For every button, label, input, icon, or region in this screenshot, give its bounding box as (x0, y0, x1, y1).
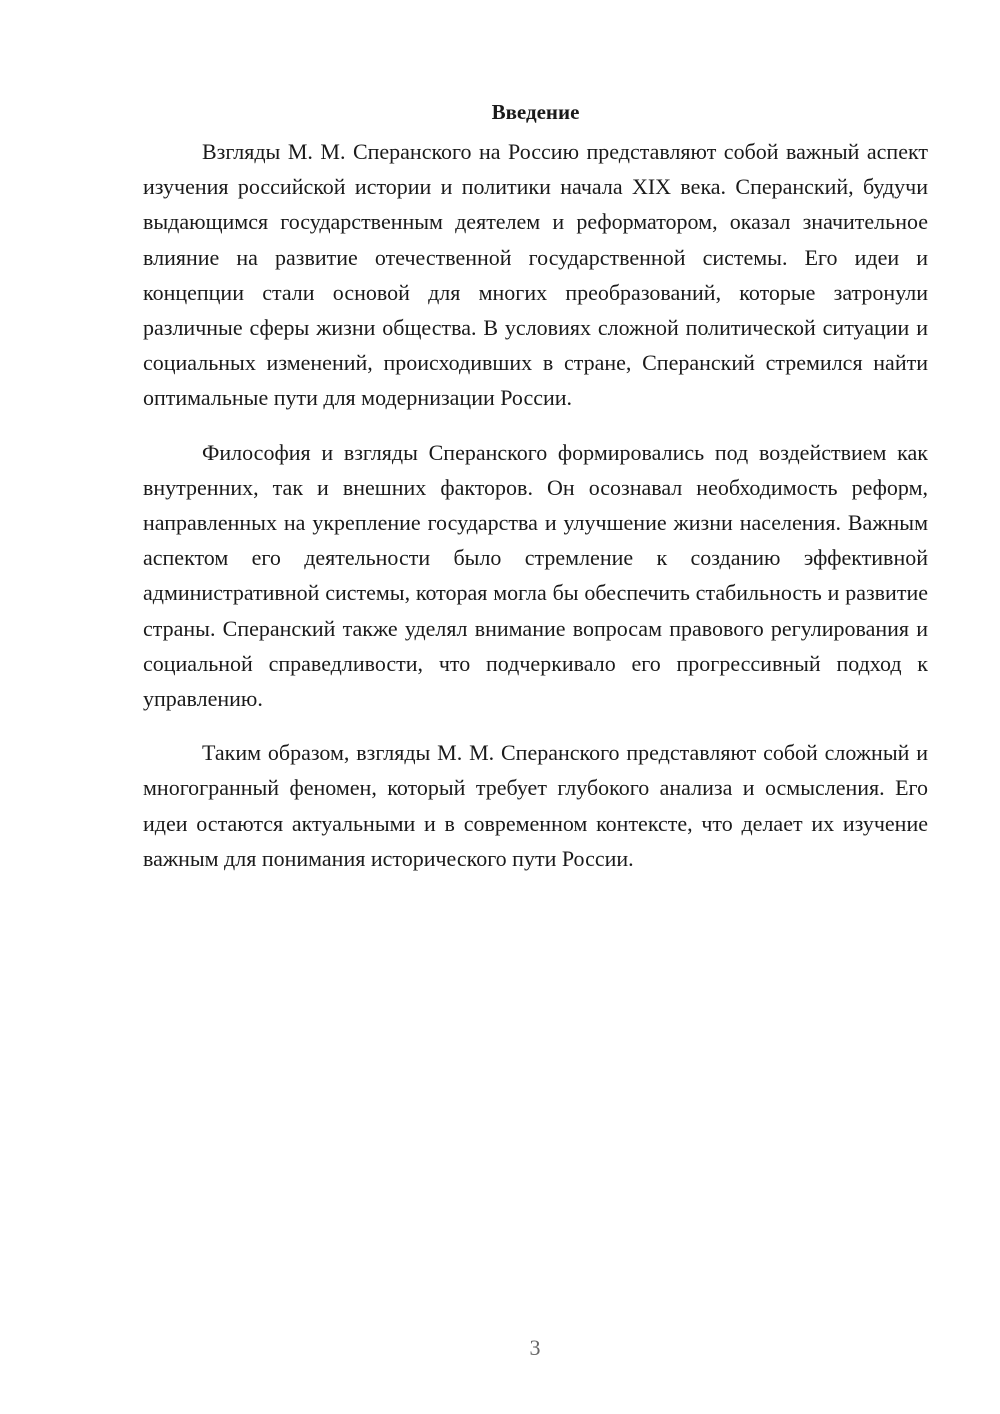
paragraph-1: Взгляды М. М. Сперанского на Россию представляют собой важный аспект изучения российской истории и политики начала XIX века. Сперанский, будучи выдающимся государственным деятелем и реформатором, оказал значительное влияние на развитие отечественной государственной системы. Его идеи и концепции стали основой для многих преобразований, которые затронули различные сферы жизни общества. В условиях сложной политической ситуации и социальных изменений, происходивших в стране, Сперанский стремился найти оптимальные пути для модернизации России. (143, 139, 928, 411)
page-content (143, 98, 928, 895)
page-number: 3 (529, 1335, 541, 1360)
paragraph-2: Философия и взгляды Сперанского формировались под воздействием как внутренних, так и внешних факторов. Он осознавал необходимость реформ, направленных на укрепление государства и улучшение жизни населения. Важным аспектом его деятельности было стремление к созданию эффективной административной системы, которая могла бы обеспечить стабильность и развитие страны. Сперанский также уделял внимание вопросам правового регулирования и социальной справедливости, что подчеркивало его прогрессивный подход к управлению. (143, 439, 928, 712)
paragraph-3: Таким образом, взгляды М. М. Сперанского представляют собой сложный и многогранный феномен, который требует глубокого анализа и осмысления. Его идеи остаются актуальными и в современном контексте, что делает их изучение важным для понимания исторического пути России. (143, 740, 928, 871)
section-heading: Введение (491, 100, 580, 124)
